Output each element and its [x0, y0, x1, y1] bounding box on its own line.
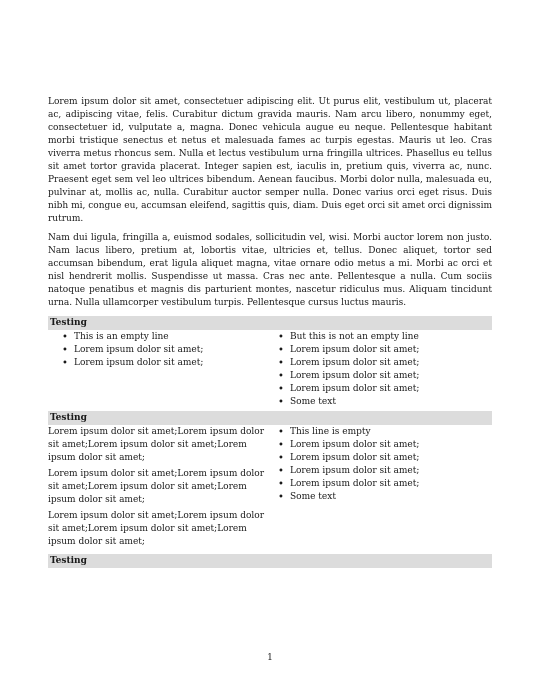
section-header: Testing [48, 316, 492, 330]
list-item: • This line is empty [278, 426, 492, 439]
left-column [48, 331, 270, 409]
text-block: Lorem ipsum dolor sit amet;Lorem ipsum dolor sit amet;Lorem ipsum dolor sit amet;Lorem ipsum dolor sit amet; [48, 469, 265, 505]
list-item: • Lorem ipsum dolor sit amet; [278, 344, 492, 357]
list-item: • Lorem ipsum dolor sit amet; [278, 383, 492, 396]
document-page [48, 96, 492, 568]
page-number: 1 [267, 653, 273, 663]
section-header: Testing [48, 554, 492, 568]
section-body [48, 331, 492, 409]
body-paragraph: Lorem ipsum dolor sit amet, consectetuer adipiscing elit. Ut purus elit, vestibulum ut, placerat ac, adipiscing vitae, felis. Curabitur dictum gravida mauris. Nam arcu libero, nonummy eget, consectetuer id, vulputate a, magna. Donec vehicula augue eu neque. Pellentesque habitant morbi tristique senectus et netus et malesuada fames ac turpis egestas. Mauris ut leo. Cras viverra metus rhoncus sem. Nulla et lectus vestibulum urna fringilla ultrices. Phasellus eu tellus sit amet tortor gravida placerat. Integer sapien est, iaculis in, pretium quis, viverra ac, nunc. Praesent eget sem vel leo ultrices bibendum. Aenean faucibus. Morbi dolor nulla, malesuada eu, pulvinar at, mollis ac, nulla. Curabitur auctor semper nulla. Donec varius orci eget risus. Duis nibh mi, congue eu, accumsan eleifend, sagittis quis, diam. Duis eget orci sit amet orci dignissim rutrum. [48, 97, 492, 224]
bullet-list [270, 331, 492, 409]
list-item: • Lorem ipsum dolor sit amet; [278, 439, 492, 452]
list-item: • Lorem ipsum dolor sit amet; [278, 370, 492, 383]
list-item: • Lorem ipsum dolor sit amet; [278, 452, 492, 465]
list-item: • Some text [278, 396, 492, 409]
left-column [48, 426, 270, 552]
list-item: • But this is not an empty line [278, 331, 492, 344]
list-item: • Some text [278, 491, 492, 504]
list-item: • Lorem ipsum dolor sit amet; [278, 478, 492, 491]
list-item: • Lorem ipsum dolor sit amet; [62, 344, 264, 357]
section-header: Testing [48, 411, 492, 425]
list-item: • This is an empty line [62, 331, 264, 344]
text-block: Lorem ipsum dolor sit amet;Lorem ipsum dolor sit amet;Lorem ipsum dolor sit amet;Lorem ipsum dolor sit amet; [48, 427, 265, 463]
list-item: • Lorem ipsum dolor sit amet; [278, 465, 492, 478]
section-body [48, 426, 492, 552]
right-column [270, 331, 492, 409]
text-block: Lorem ipsum dolor sit amet;Lorem ipsum dolor sit amet;Lorem ipsum dolor sit amet;Lorem ipsum dolor sit amet; [48, 511, 265, 547]
bullet-list [270, 426, 492, 504]
list-item: • Lorem ipsum dolor sit amet; [62, 357, 264, 370]
list-item: • Lorem ipsum dolor sit amet; [278, 357, 492, 370]
bullet-list [48, 331, 264, 370]
body-paragraph: Nam dui ligula, fringilla a, euismod sodales, sollicitudin vel, wisi. Morbi auctor lorem non justo. Nam lacus libero, pretium at, lobortis vitae, ultricies et, tellus. Donec aliquet, tortor sed accumsan bibendum, erat ligula aliquet magna, vitae ornare odio metus a mi. Morbi ac orci et nisl hendrerit mollis. Suspendisse ut massa. Cras nec ante. Pellentesque a nulla. Cum sociis natoque penatibus et magnis dis parturient montes, nascetur ridiculus mus. Aliquam tincidunt urna. Nulla ullamcorper vestibulum turpis. Pellentesque cursus luctus mauris. [48, 233, 492, 308]
right-column [270, 426, 492, 552]
